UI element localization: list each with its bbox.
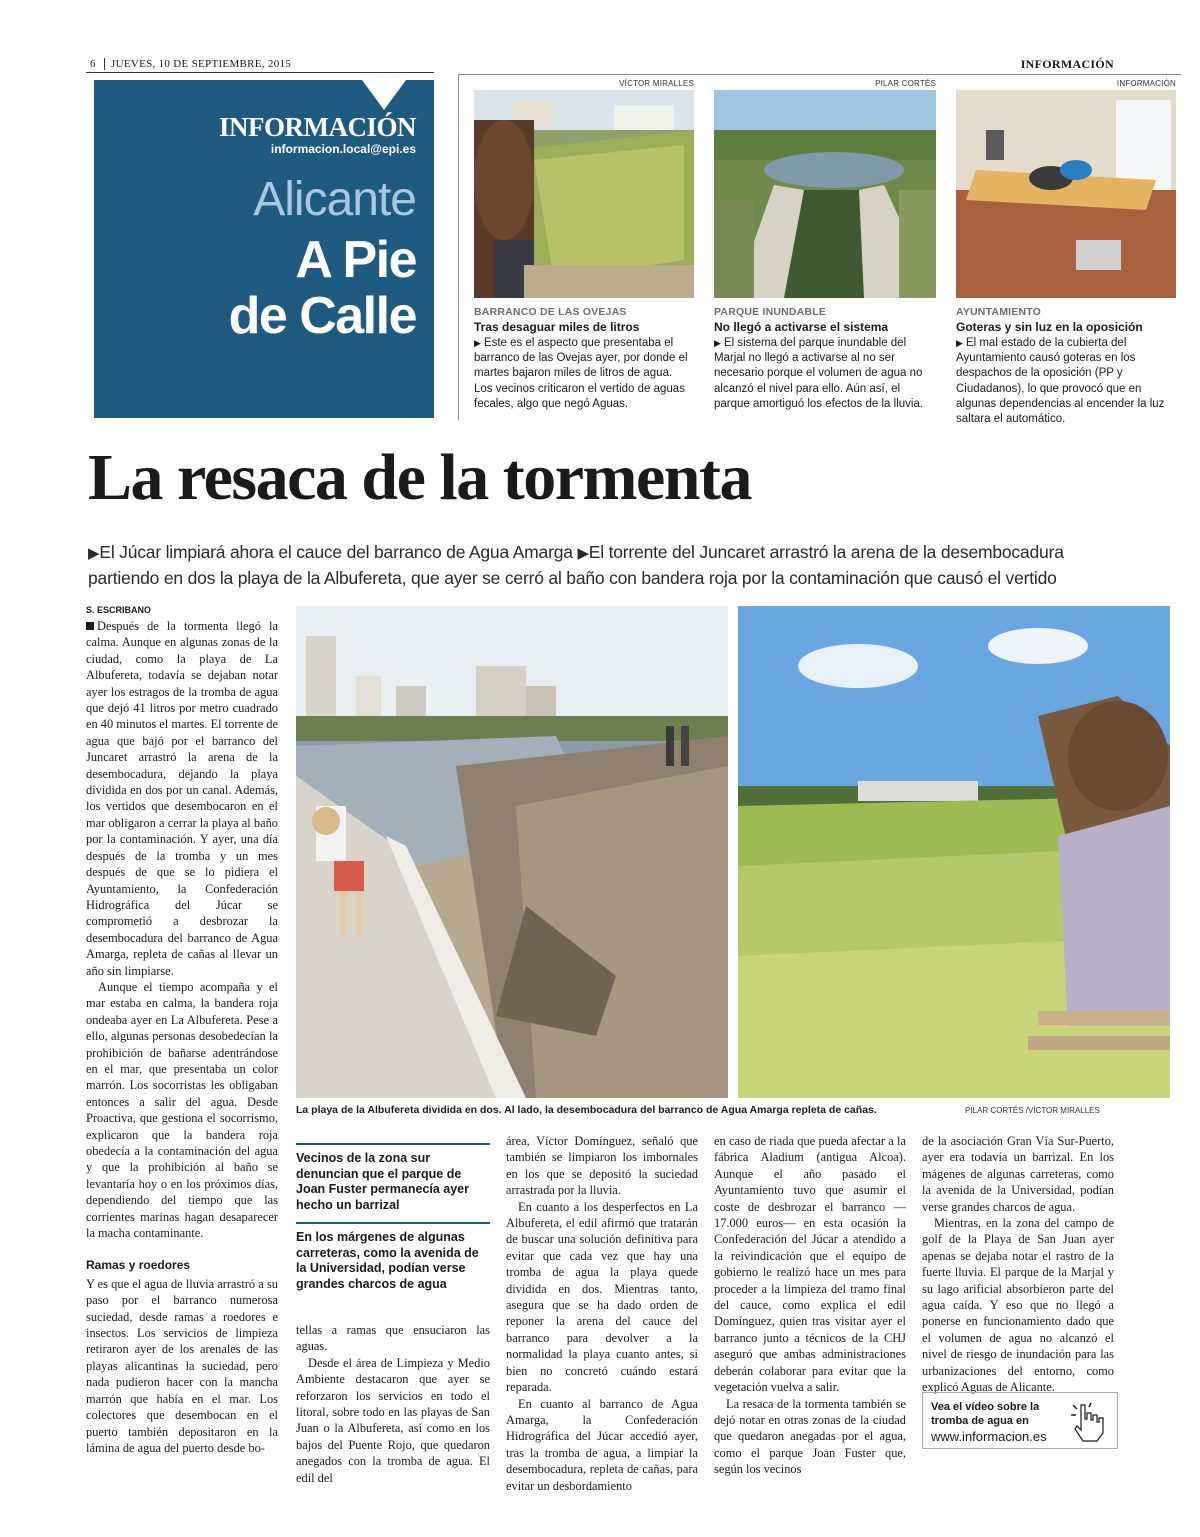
section-brand: INFORMACIÓN [219, 112, 416, 142]
hand-cursor-icon [1067, 1399, 1109, 1443]
article-column-3 [506, 1133, 698, 1494]
section-title-line2: de Calle [228, 287, 416, 345]
photo-agua-amarga [738, 606, 1170, 1098]
paragraph: área, Víctor Domínguez, señaló que también se limpiaron los imbornales en los que se depositó la suciedad arrastrada por la lluvia. [506, 1134, 698, 1198]
section-email[interactable]: informacion.local@epi.es [270, 142, 416, 156]
photo-credit: VÍCTOR MIRALLES [619, 79, 694, 88]
photo-credit: PILAR CORTÉS /VÍCTOR MIRALLES [965, 1106, 1100, 1115]
triangle-bullet-icon: ▶ [577, 545, 589, 562]
article-headline: La resaca de la tormenta [88, 441, 751, 514]
subheading: Ramas y roedores [86, 1258, 191, 1273]
square-bullet-icon [86, 622, 94, 630]
chevron-down-icon [362, 80, 406, 110]
triangle-bullet-icon: ▶ [474, 338, 481, 348]
paragraph: de la asociación Gran Vía Sur-Puerto, ayer era todavía un barrizal. En los mágenes de algunas carreteras, como la avenida de la Universidad, podían verse grandes charcos de agua. [922, 1134, 1114, 1214]
page-number: 6 [90, 58, 96, 70]
caption-body-text: Este es el aspecto que presentaba el barranco de las Ovejas ayer, por donde el martes bajaron miles de litros de agua. Los vecinos criticaron el vertido de aguas fecales, algo que negó Aguas. [474, 337, 688, 410]
paragraph: Desde el área de Limpieza y Medio Ambiente destacaron que ayer se reforzaron los servicios en todo el litoral, sobre todo en las playas de San Juan o la Albufereta, así como en los bajos del Puente Rojo, que quedaron anegados con la tromba de agua. El edil del [296, 1355, 490, 1485]
caption-headline: Tras desaguar miles de litros [474, 320, 640, 334]
caption-headline: Goteras y sin luz en la oposición [956, 320, 1143, 334]
photo-parque-inundable [714, 90, 936, 298]
triangle-bullet-icon: ▶ [714, 338, 721, 348]
video-promo-text: Vea el vídeo sobre la tromba de agua en [931, 1401, 1040, 1427]
dateline: JUEVES, 10 DE SEPTIEMBRE, 2015 [104, 58, 291, 70]
article-column-1 [86, 618, 278, 1456]
article-column-4 [714, 1133, 906, 1478]
triangle-bullet-icon: ▶ [88, 545, 100, 562]
caption-body [474, 336, 692, 412]
deck-part2: El torrente del Juncaret arrastró la arena de la desembocadura partiendo en dos la playa de la Albufereta, que ayer se cerró al baño con bandera roja por la contaminación que causó el vertido [88, 542, 1064, 588]
caption-kicker: PARQUE INUNDABLE [714, 306, 827, 318]
caption-kicker: AYUNTAMIENTO [956, 306, 1042, 318]
section-title [229, 232, 416, 344]
header-rule [86, 72, 434, 73]
deck-part1: El Júcar limpiará ahora el cauce del barranco de Agua Amarga [99, 542, 573, 562]
paragraph: Mientras, en la zona del campo de golf de la Playa de San Juan ayer apenas se dejaba notar el rastro de la fuerte lluvia. El parque de la Marjal y su lago arificial absorbieron parte del agua caída. Y eso que no llegó a ponerse en funcionamiento dado que el volumen de agua no alcanzó el nivel de riesgo de inundación para las urbanizaciones del entorno, como explicó Aguas de Alicante. [922, 1216, 1114, 1395]
byline: S. ESCRIBANO [86, 605, 152, 615]
paragraph-text: Después de la tormenta llegó la calma. Aunque en algunas zonas de la ciudad, como la playa de La Albufereta, todavía se dejaban notar ayer los estragos de la tromba de agua que dejó 41 litros por metro cuadrado en 40 minutos el martes. El torrente de agua que bajó por el barranco del Juncaret arrastró la arena de la desembocadura, dejando la playa dividida en dos por un canal. Además, los vertidos que desembocaron en el mar obligaron a cerrar la playa al baño por la contaminación. Y ayer, una día después de la tromba y un mes después de que se lo pidiera el Ayuntamiento, la Confederación Hidrográfica del Júcar se comprometió a desbrozar la desembocadura del barranco de Agua Amarga, repleta de cañas al llevar un año sin limpiarse. [86, 619, 279, 978]
pull-quote: Vecinos de la zona sur denuncian que el parque de Joan Fuster permanecía ayer hecho un barrizal [296, 1143, 490, 1213]
paragraph [86, 618, 278, 979]
article-column-5 [922, 1133, 1114, 1396]
photo-albufereta-beach [296, 606, 728, 1098]
photo-credit: INFORMACIÓN [1116, 79, 1176, 88]
video-promo-box[interactable] [922, 1392, 1118, 1449]
paragraph: en caso de riada que pueda afectar a la fábrica Aladium (antigua Alcoa). Aunque el año pasado el Ayuntamiento tuvo que asumir el coste de desbrozar el barranco —17.000 euros— en esta ocasión la Confederación del Júcar a atendido a la reivindicación que el equipo de gobierno le realizó hace un mes para proceder a la limpieza del tramo final del cauce, como explica el edil Domínguez, quien tras visitar ayer el barranco junto a técnicos de la CHJ aseguró que ambas administraciones deberán colaborar para evitar que la vegetación vuelva a salir. [714, 1134, 906, 1395]
article-column-2 [296, 1322, 490, 1486]
section-city: Alicante [253, 173, 416, 226]
paragraph: Y es que el agua de lluvia arrastró a su paso por el barranco numerosa suciedad, desde ramas a roedores e insectos. Los servicios de limpieza retiraron ayer de los arenales de las playas alicantinas la suciedad, pero nada pudieron hacer con la mancha marrón que había en el mar. Los colectores que desembocan en el puerto también depositaron en la lámina de agua del puerto desde bo- [86, 1276, 278, 1455]
caption-kicker: BARRANCO DE LAS OVEJAS [474, 306, 627, 318]
video-promo-url[interactable]: www.informacion.es [931, 1429, 1047, 1444]
photo-ayuntamiento [956, 90, 1176, 298]
caption-body [714, 336, 936, 412]
paragraph: En cuanto a los desperfectos en La Albufereta, el edil afirmó que tratarán de buscar una solución definitiva para evitar que cada vez que hay una tromba de agua la playa quede dividida en dos. Mientras tanto, asegura que se ha dado orden de reponer la arena del cauce del barranco para devolver a la normalidad la playa cuanto antes, si bien no concretó cuándo estará reparada. [506, 1199, 698, 1395]
article-deck [88, 540, 1128, 591]
caption-headline: No llegó a activarse el sistema [714, 320, 889, 334]
masthead-brand: INFORMACIÓN [1020, 57, 1114, 71]
section-title-line1: A Pie [295, 231, 416, 289]
pull-quote: En los márgenes de algunas carreteras, como la avenida de la Universidad, podían verse grandes charcos de agua [296, 1222, 490, 1292]
paragraph: Aunque el tiempo acompaña y el mar estaba en calma, la bandera roja ondeaba ayer en La Albufereta. Pese a ello, algunas personas desobedecían la prohibición de bañarse adentrándose en el mar, que presentaba un color marrón. Los socorristas les obligaban entonces a salir del agua. Desde Proactiva, que gestiona el socorrismo, explicaron que la bandera roja obedecía a la contaminación del agua y que la prohibición al baño se levantaría hoy o en los próximos días, dependiendo del tiempo que las corrientes marinas hagan desaparecer la macha contaminante. [86, 979, 278, 1241]
paragraph: tellas a ramas que ensuciaron las aguas. [296, 1323, 490, 1354]
photo-caption: La playa de la Albufereta dividida en dos. Al lado, la desembocadura del barranco de Agua Amarga repleta de cañas. [296, 1104, 877, 1116]
paragraph: La resaca de la tormenta también se dejó notar en otras zonas de la ciudad que quedaron anegadas por el agua, como el parque Joan Fuster que, según los vecinos [714, 1396, 906, 1477]
caption-body-text: El mal estado de la cubierta del Ayuntamiento causó goteras en los despachos de la oposición (PP y Ciudadanos), lo que provocó que en algunas dependencias al encender la luz saltara el automático. [956, 337, 1165, 426]
photo-barranco-ovejas [474, 90, 694, 298]
section-box [94, 80, 434, 418]
triangle-bullet-icon: ▶ [956, 338, 963, 348]
paragraph: En cuanto al barranco de Agua Amarga, la Confederación Hidrográfica del Júcar accedió ayer, tras la tromba de agua, a limpiar la desembocadura, repleta de cañas, para evitar un desbordamiento [506, 1396, 698, 1493]
caption-body [956, 336, 1178, 427]
caption-body-text: El sistema del parque inundable del Marjal no llegó a activarse al no ser necesario porque el volumen de agua no alcanzó el nivel para ello. Aún así, el parque amortiguó los efectos de la lluvia. [714, 337, 924, 410]
photo-credit: PILAR CORTÉS [875, 79, 936, 88]
